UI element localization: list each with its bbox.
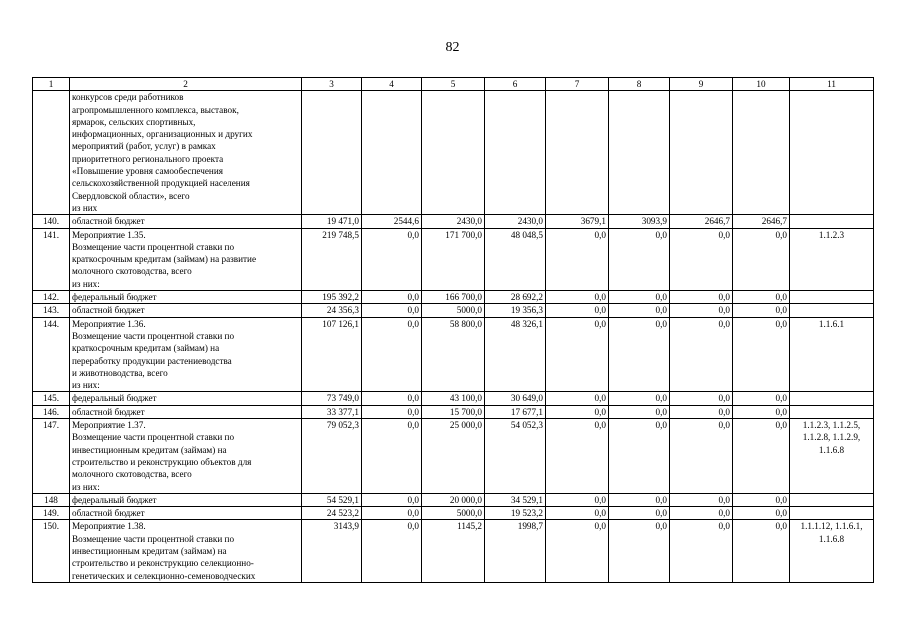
table-row: [33, 317, 874, 392]
value-cell: 0,0: [670, 507, 733, 520]
row-name: Мероприятие 1.35. Возмещение части процентной ставки по краткосрочным кредитам (займам) на развитие молочного скотоводства, всего из них:: [70, 228, 302, 290]
table-row: [33, 392, 874, 405]
budget-table: [32, 77, 874, 583]
header-cell: 9: [670, 78, 733, 91]
row-number: [33, 91, 70, 215]
value-cell: 0,0: [670, 304, 733, 317]
value-cell: 0,0: [609, 304, 670, 317]
value-cell: 2646,7: [733, 215, 790, 228]
value-cell: 1998,7: [485, 520, 546, 582]
value-cell: 3679,1: [546, 215, 609, 228]
header-cell: 11: [790, 78, 874, 91]
value-cell: 0,0: [546, 520, 609, 582]
value-cell: 19 356,3: [485, 304, 546, 317]
value-cell: 0,0: [670, 419, 733, 494]
value-cell: 24 523,2: [302, 507, 362, 520]
value-cell: 54 529,1: [302, 493, 362, 506]
table-row: [33, 91, 874, 215]
value-cell: [485, 91, 546, 215]
value-cell: 171 700,0: [422, 228, 485, 290]
code-cell: [790, 91, 874, 215]
header-cell: 5: [422, 78, 485, 91]
code-cell: [790, 507, 874, 520]
value-cell: 0,0: [609, 507, 670, 520]
value-cell: 0,0: [546, 317, 609, 392]
value-cell: 0,0: [733, 291, 790, 304]
value-cell: 0,0: [733, 304, 790, 317]
value-cell: 79 052,3: [302, 419, 362, 494]
header-cell: 6: [485, 78, 546, 91]
row-number: 148: [33, 493, 70, 506]
value-cell: 0,0: [546, 291, 609, 304]
table-row: [33, 228, 874, 290]
value-cell: 0,0: [733, 507, 790, 520]
value-cell: 0,0: [670, 291, 733, 304]
value-cell: 0,0: [362, 317, 422, 392]
value-cell: 0,0: [733, 392, 790, 405]
value-cell: 25 000,0: [422, 419, 485, 494]
value-cell: 2430,0: [422, 215, 485, 228]
page-number: 82: [445, 40, 460, 55]
header-cell: 8: [609, 78, 670, 91]
value-cell: 0,0: [609, 228, 670, 290]
value-cell: 195 392,2: [302, 291, 362, 304]
header-cell: 1: [33, 78, 70, 91]
value-cell: 34 529,1: [485, 493, 546, 506]
value-cell: 30 649,0: [485, 392, 546, 405]
value-cell: 166 700,0: [422, 291, 485, 304]
header-cell: 4: [362, 78, 422, 91]
table-row: [33, 304, 874, 317]
value-cell: 107 126,1: [302, 317, 362, 392]
row-name: областной бюджет: [70, 304, 302, 317]
value-cell: 15 700,0: [422, 405, 485, 418]
value-cell: 0,0: [609, 493, 670, 506]
value-cell: 0,0: [362, 228, 422, 290]
table-row: [33, 507, 874, 520]
value-cell: [546, 91, 609, 215]
value-cell: 28 692,2: [485, 291, 546, 304]
value-cell: [302, 91, 362, 215]
value-cell: 0,0: [670, 405, 733, 418]
value-cell: 48 326,1: [485, 317, 546, 392]
value-cell: 219 748,5: [302, 228, 362, 290]
code-cell: 1.1.1.12, 1.1.6.1, 1.1.6.8: [790, 520, 874, 582]
value-cell: 0,0: [362, 507, 422, 520]
value-cell: 48 048,5: [485, 228, 546, 290]
value-cell: 58 800,0: [422, 317, 485, 392]
row-number: 145.: [33, 392, 70, 405]
row-name: Мероприятие 1.38. Возмещение части процентной ставки по инвестиционным кредитам (займам) на строительство и реконструкцию селекционно- генетических и селекционно-семеноводческих: [70, 520, 302, 582]
value-cell: 0,0: [546, 228, 609, 290]
table-body: [33, 91, 874, 583]
value-cell: 1145,2: [422, 520, 485, 582]
value-cell: 0,0: [670, 520, 733, 582]
code-cell: [790, 304, 874, 317]
table-row: [33, 493, 874, 506]
code-cell: [790, 291, 874, 304]
row-number: 144.: [33, 317, 70, 392]
value-cell: [609, 91, 670, 215]
code-cell: 1.1.2.3, 1.1.2.5, 1.1.2.8, 1.1.2.9, 1.1.6.8: [790, 419, 874, 494]
row-name: конкурсов среди работников агропромышленного комплекса, выставок, ярмарок, сельских спортивных, информационных, организационных и других мероприятий (работ, услуг) в рамках приоритетного регионального проекта «Повышение уровня самообеспечения сельскохозяйственной продукцией населения Свердловской области», всего из них: [70, 91, 302, 215]
value-cell: 0,0: [609, 520, 670, 582]
value-cell: 0,0: [670, 392, 733, 405]
row-name: областной бюджет: [70, 507, 302, 520]
value-cell: 0,0: [362, 405, 422, 418]
value-cell: 0,0: [733, 493, 790, 506]
value-cell: 43 100,0: [422, 392, 485, 405]
value-cell: 0,0: [362, 291, 422, 304]
code-cell: [790, 215, 874, 228]
header-cell: 3: [302, 78, 362, 91]
code-cell: [790, 405, 874, 418]
value-cell: 17 677,1: [485, 405, 546, 418]
header-cell: 7: [546, 78, 609, 91]
row-name: Мероприятие 1.36. Возмещение части процентной ставки по краткосрочным кредитам (займам) на переработку продукции растениеводства и животноводства, всего из них:: [70, 317, 302, 392]
value-cell: 0,0: [609, 419, 670, 494]
value-cell: 2430,0: [485, 215, 546, 228]
value-cell: [362, 91, 422, 215]
value-cell: 73 749,0: [302, 392, 362, 405]
value-cell: 0,0: [670, 317, 733, 392]
value-cell: 0,0: [362, 392, 422, 405]
code-cell: [790, 392, 874, 405]
header-cell: 10: [733, 78, 790, 91]
value-cell: 5000,0: [422, 304, 485, 317]
table-row: [33, 419, 874, 494]
value-cell: 0,0: [609, 392, 670, 405]
value-cell: 3143,9: [302, 520, 362, 582]
value-cell: 0,0: [733, 520, 790, 582]
value-cell: 0,0: [546, 392, 609, 405]
value-cell: 0,0: [609, 405, 670, 418]
value-cell: 0,0: [362, 520, 422, 582]
value-cell: 0,0: [733, 419, 790, 494]
header-row: [33, 78, 874, 91]
row-number: 141.: [33, 228, 70, 290]
row-name: федеральный бюджет: [70, 291, 302, 304]
value-cell: 0,0: [546, 304, 609, 317]
table-row: [33, 291, 874, 304]
value-cell: 0,0: [670, 228, 733, 290]
value-cell: 19 523,2: [485, 507, 546, 520]
value-cell: 0,0: [362, 419, 422, 494]
table-row: [33, 215, 874, 228]
value-cell: 54 052,3: [485, 419, 546, 494]
code-cell: [790, 493, 874, 506]
value-cell: 0,0: [546, 419, 609, 494]
value-cell: 0,0: [546, 507, 609, 520]
value-cell: 24 356,3: [302, 304, 362, 317]
value-cell: 0,0: [609, 291, 670, 304]
value-cell: 19 471,0: [302, 215, 362, 228]
row-name: областной бюджет: [70, 405, 302, 418]
row-number: 149.: [33, 507, 70, 520]
value-cell: 0,0: [609, 317, 670, 392]
table-row: [33, 520, 874, 582]
value-cell: [422, 91, 485, 215]
value-cell: 0,0: [670, 493, 733, 506]
value-cell: [670, 91, 733, 215]
value-cell: 33 377,1: [302, 405, 362, 418]
value-cell: 0,0: [546, 493, 609, 506]
code-cell: 1.1.6.1: [790, 317, 874, 392]
row-name: федеральный бюджет: [70, 392, 302, 405]
value-cell: 5000,0: [422, 507, 485, 520]
value-cell: 0,0: [733, 405, 790, 418]
row-name: федеральный бюджет: [70, 493, 302, 506]
row-number: 140.: [33, 215, 70, 228]
value-cell: [733, 91, 790, 215]
row-number: 147.: [33, 419, 70, 494]
value-cell: 0,0: [733, 317, 790, 392]
value-cell: 0,0: [362, 493, 422, 506]
row-name: Мероприятие 1.37. Возмещение части процентной ставки по инвестиционным кредитам (займам) на строительство и реконструкцию объектов для молочного скотоводства, всего из них:: [70, 419, 302, 494]
row-number: 143.: [33, 304, 70, 317]
value-cell: 20 000,0: [422, 493, 485, 506]
row-number: 142.: [33, 291, 70, 304]
value-cell: 0,0: [733, 228, 790, 290]
row-number: 150.: [33, 520, 70, 582]
value-cell: 0,0: [362, 304, 422, 317]
code-cell: 1.1.2.3: [790, 228, 874, 290]
value-cell: 3093,9: [609, 215, 670, 228]
value-cell: 0,0: [546, 405, 609, 418]
row-number: 146.: [33, 405, 70, 418]
row-name: областной бюджет: [70, 215, 302, 228]
table-row: [33, 405, 874, 418]
value-cell: 2544,6: [362, 215, 422, 228]
value-cell: 2646,7: [670, 215, 733, 228]
header-cell: 2: [70, 78, 302, 91]
